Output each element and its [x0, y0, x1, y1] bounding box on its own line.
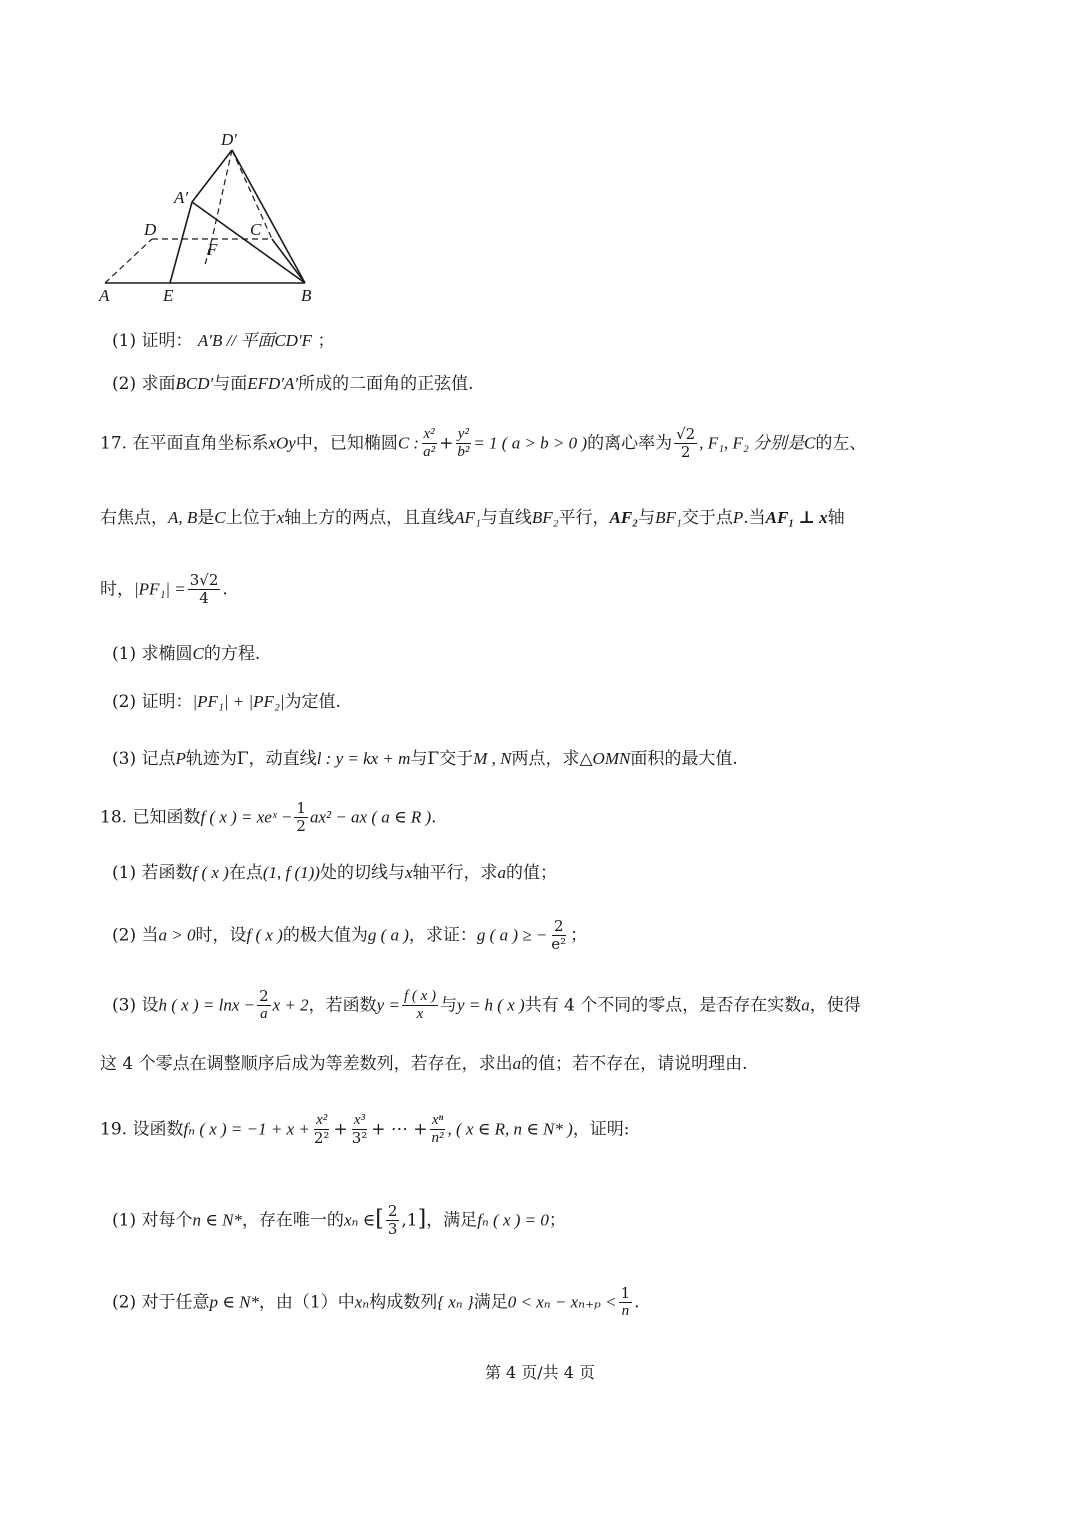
page-footer: 第 4 页/共 4 页 — [484, 1363, 596, 1382]
problem18-part3: (3) 设h ( x ) = lnx − $\frac{2}{a}$ x + 2，若函数y = $\frac{f ( x )}{x}$ 与y = h ( x )共有 4 个不同的零点，是否存在实数a，使得 — [112, 987, 861, 1023]
fraction: $\frac{\text{xⁿ}}{\text{n²}}$ — [431, 1112, 444, 1147]
problem16-part1: (1) 证明： A′B // 平面CD′F ； — [112, 331, 335, 351]
label-D-prime: D′ — [221, 130, 237, 149]
problem17-line3: 时，|PF₁| = $\frac{3√2}{4}$ . — [100, 571, 228, 608]
problem17-part3: (3) 记点P轨迹为Γ，动直线l : y = kx + m与Γ交于M , N两点，求△OMN面积的最大值. — [112, 749, 738, 769]
problem-number: 17. — [100, 433, 128, 454]
fraction: $\frac{\text{x²}}{\text{a²}}$ — [423, 426, 436, 461]
fraction: $\frac{1}{n}$ — [620, 1284, 631, 1320]
geometry-figure — [90, 125, 350, 310]
problem17-line1: 17. 在平面直角坐标系xOy中，已知椭圆C : $\frac{\text{x²}}{\text{a²}}$ + $\frac{\text{y²}}{\text{b²}}$ = 1 ( a > b > 0 )的离心率为 $\frac{√2}{2}$ , F₁, F₂ 分别是C的左、 — [100, 425, 867, 462]
fraction: $\frac{\text{x³}}{\text{3²}}$ — [351, 1112, 368, 1148]
problem17-line2: 右焦点，A, B是C上位于x轴上方的两点，且直线AF₁与直线BF₂平行，AF₂与BF₁交于点P.当AF₁ ⊥ x轴 — [100, 508, 845, 528]
fraction: $\frac{2}{3}$ — [387, 1202, 398, 1239]
problem19-part1: (1) 对每个n ∈ N*，存在唯一的xₙ ∈[ $\frac{2}{3}$ ,1]，满足fₙ ( x ) = 0； — [112, 1202, 566, 1239]
edge-AD — [105, 239, 152, 283]
label-C: C — [250, 220, 262, 239]
fraction: $\frac{\text{x²}}{\text{2²}}$ — [313, 1112, 330, 1148]
edge-D-prime-B — [232, 150, 305, 283]
edge-A-prime-D-prime — [192, 150, 232, 202]
problem16-part2: (2) 求面BCD′与面EFD′A′所成的二面角的正弦值. — [112, 374, 474, 394]
fraction: $\frac{2}{a}$ — [259, 987, 269, 1023]
fraction: $\frac{√2}{2}$ — [676, 425, 696, 462]
problem18-part1: (1) 若函数f ( x )在点(1, f (1))处的切线与x轴平行，求a的值； — [112, 863, 558, 883]
label-A-prime: A′ — [174, 188, 189, 207]
problem17-part1: (1) 求椭圆C的方程. — [112, 644, 261, 664]
problem18-line1: 18. 已知函数f ( x ) = xeˣ − $\frac{1}{2}$ ax² − ax ( a ∈ R ). — [100, 799, 437, 836]
problem17-part2: (2) 证明：|PF₁| + |PF₂|为定值. — [112, 692, 341, 712]
label-B: B — [301, 286, 312, 305]
problem19-part2: (2) 对于任意p ∈ N*，由（1）中xₙ构成数列{ xₙ }满足0 < xₙ − xₙ₊ₚ < $\frac{1}{n}$ . — [112, 1284, 640, 1320]
label-D: D — [144, 220, 157, 239]
fraction: $\frac{2}{\text{e²}}$ — [551, 917, 567, 954]
fraction: $\frac{f ( x )}{x}$ — [403, 988, 437, 1023]
problem-number: 19. — [100, 1119, 128, 1140]
fraction: $\frac{\text{y²}}{\text{b²}}$ — [457, 426, 470, 461]
label-A: A — [99, 286, 110, 305]
fraction: $\frac{3√2}{4}$ — [189, 571, 219, 608]
label-F: F — [207, 240, 218, 259]
label-E: E — [163, 286, 174, 305]
problem-number: 18. — [100, 807, 128, 828]
fraction: $\frac{1}{2}$ — [296, 799, 306, 836]
edge-CB — [272, 239, 305, 283]
edge-EA-prime — [170, 202, 192, 283]
problem18-part3-line2: 这 4 个零点在调整顺序后成为等差数列，若存在，求出a的值；若不存在，请说明理由. — [100, 1054, 748, 1074]
problem18-part2: (2) 当a > 0时，设f ( x )的极大值为g ( a )，求证：g ( a ) ≥ − $\frac{2}{\text{e²}}$ ； — [112, 917, 588, 954]
problem19-line1: 19. 设函数fₙ ( x ) = −1 + x + $\frac{\text{x²}}{\text{2²}}$ + $\frac{\text{x³}}{\text{3²}}$ + ⋯ + $\frac{\text{xⁿ}}{\text{n²}}$ , ( x ∈ R, n ∈ N* )，证明: — [100, 1112, 630, 1148]
